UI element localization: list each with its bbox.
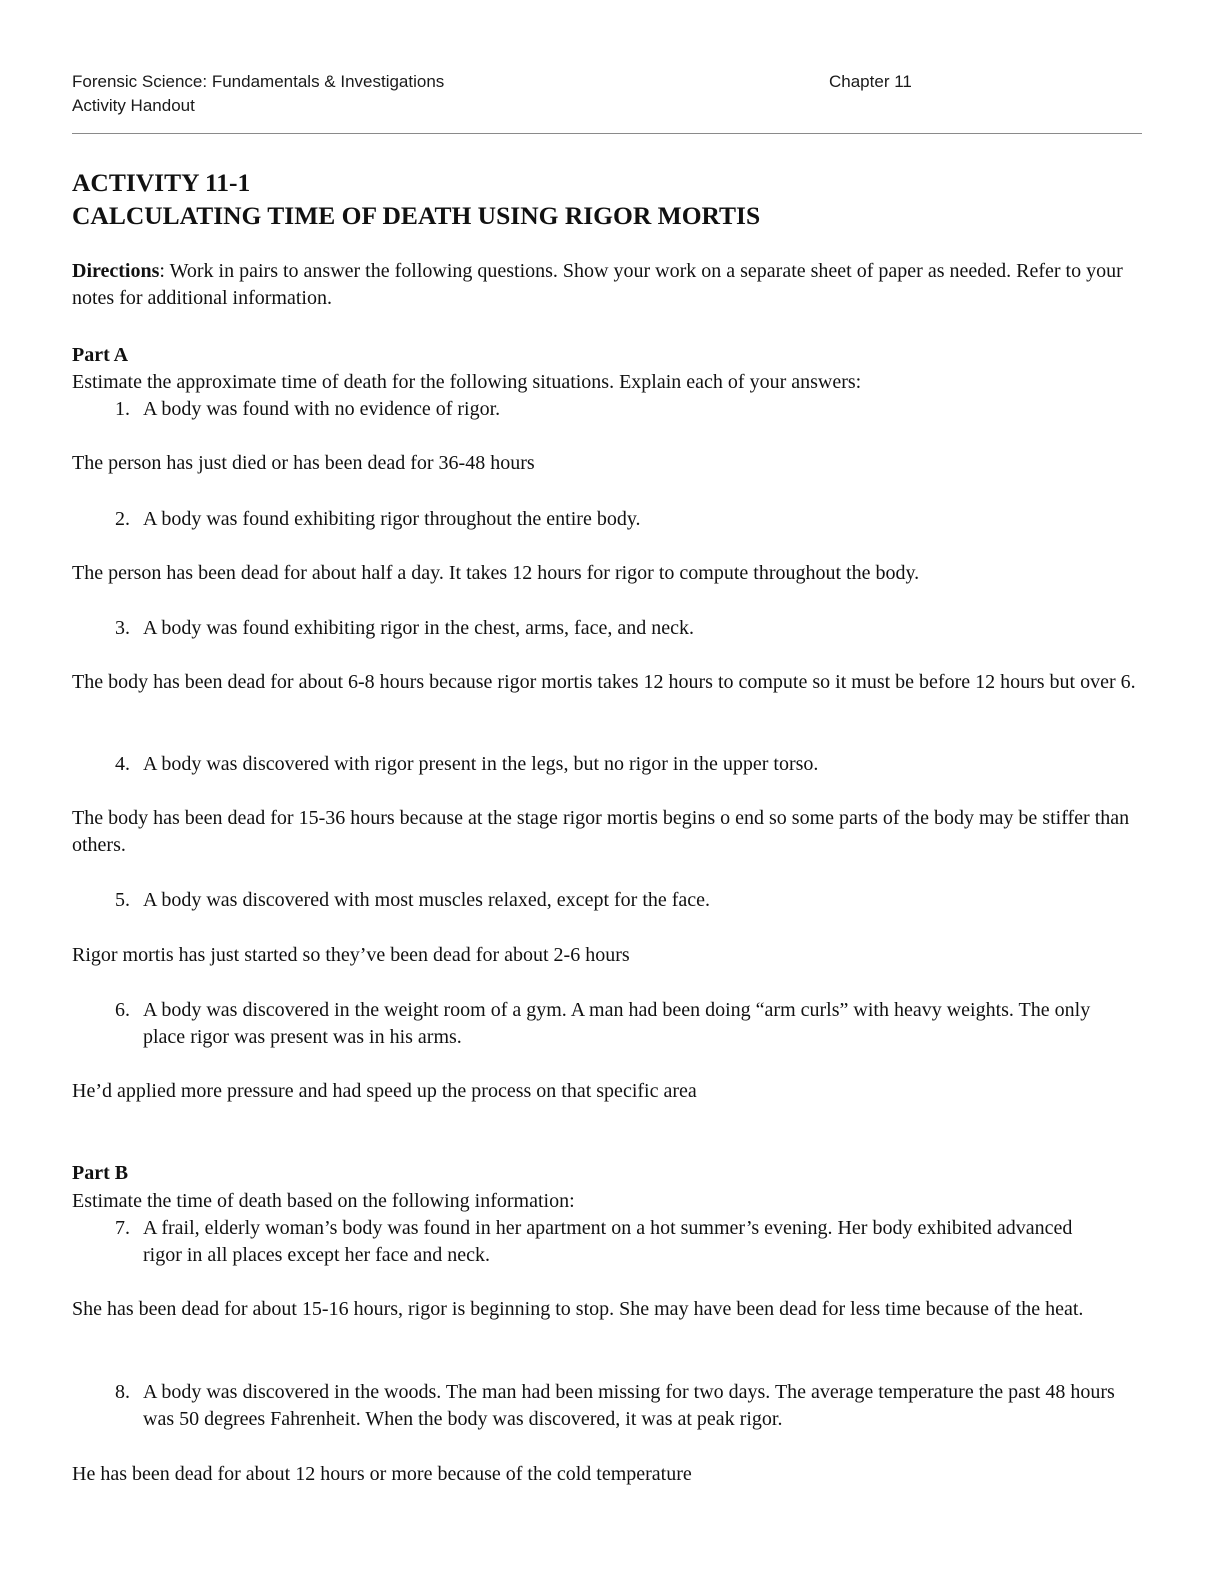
answer-7: She has been dead for about 15-16 hours, rigor is beginning to stop. She may have been dead for less time because of the heat.: [72, 1298, 1084, 1320]
question-text: A body was found exhibiting rigor throughout the entire body.: [143, 508, 641, 530]
header-divider: [72, 133, 1142, 134]
answer-6: He’d applied more pressure and had speed up the process on that specific area: [72, 1080, 697, 1102]
question-number: 6.: [115, 999, 130, 1021]
answer-8: He has been dead for about 12 hours or more because of the cold temperature: [72, 1463, 692, 1485]
answer-1: The person has just died or has been dead for 36-48 hours: [72, 452, 535, 474]
question-text: A body was found with no evidence of rigor.: [143, 398, 501, 420]
part-b-heading: Part B: [72, 1162, 129, 1184]
question-number: 5.: [115, 889, 130, 911]
question-text: A body was discovered in the weight room of a gym. A man had been doing “arm curls” with heavy weights. The only place rigor was present was in his arms.: [143, 999, 1091, 1048]
question-number: 2.: [115, 508, 130, 530]
question-text: A frail, elderly woman’s body was found in her apartment on a hot summer’s evening. Her body exhibited advanced rigor in all places except her face and neck.: [143, 1217, 1073, 1266]
question-text: A body was found exhibiting rigor in the chest, arms, face, and neck.: [143, 617, 694, 639]
answer-2: The person has been dead for about half a day. It takes 12 hours for rigor to compute throughout the body.: [72, 562, 920, 584]
question-number: 4.: [115, 753, 130, 775]
answer-3: The body has been dead for about 6-8 hours because rigor mortis takes 12 hours to compute so it must be before 12 hours but over 6.: [72, 671, 1136, 693]
question-text: A body was discovered with most muscles relaxed, except for the face.: [143, 889, 711, 911]
chapter-label: Chapter 11: [829, 72, 912, 91]
activity-title: CALCULATING TIME OF DEATH USING RIGOR MORTIS: [72, 201, 761, 230]
page-title: [72, 166, 760, 232]
course-title: Forensic Science: Fundamentals & Investigations: [72, 72, 445, 91]
directions: [72, 258, 1148, 312]
part-b-instruction: Estimate the time of death based on the following information:: [72, 1190, 575, 1212]
question-number: 3.: [115, 617, 130, 639]
handout-subtitle: Activity Handout: [72, 96, 195, 115]
part-a-instruction: Estimate the approximate time of death for the following situations. Explain each of your answers:: [72, 371, 862, 393]
question-text: A body was discovered with rigor present in the legs, but no rigor in the upper torso.: [143, 753, 819, 775]
question-number: 8.: [115, 1381, 130, 1403]
activity-number: ACTIVITY 11-1: [72, 168, 251, 197]
answer-5: Rigor mortis has just started so they’ve been dead for about 2-6 hours: [72, 944, 630, 966]
part-a-heading: Part A: [72, 344, 129, 366]
directions-text: : Work in pairs to answer the following questions. Show your work on a separate sheet of paper as needed. Refer to your notes for additional information.: [72, 260, 1123, 309]
answer-4: The body has been dead for 15-36 hours because at the stage rigor mortis begins o end so some parts of the body may be stiffer than others.: [72, 807, 1130, 856]
question-text: A body was discovered in the woods. The man had been missing for two days. The average temperature the past 48 hours was 50 degrees Fahrenheit. When the body was discovered, it was at peak rigor.: [143, 1381, 1115, 1430]
question-number: 7.: [115, 1217, 130, 1239]
question-number: 1.: [115, 398, 130, 420]
directions-label: Directions: [72, 260, 160, 282]
header-left: [72, 70, 444, 118]
